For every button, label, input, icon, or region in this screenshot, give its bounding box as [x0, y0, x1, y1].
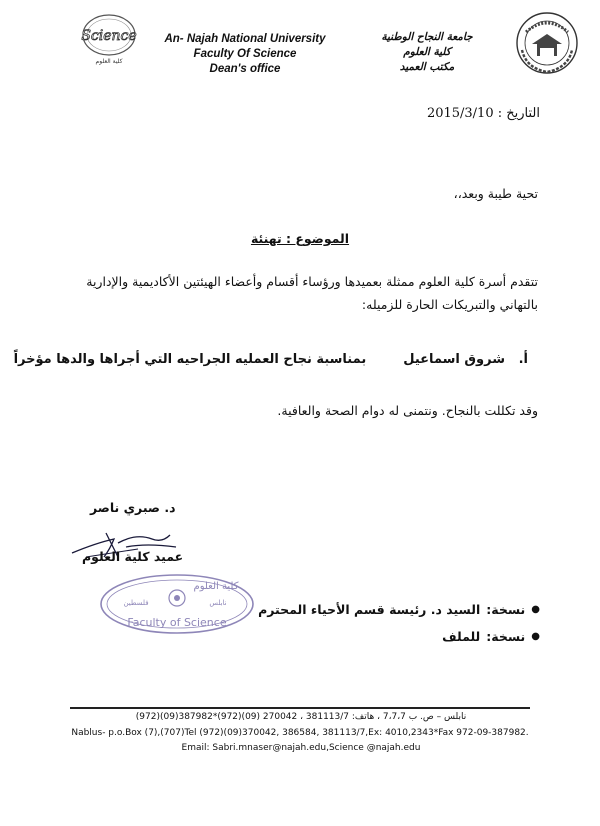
stamp-english: Faculty of Science [127, 616, 227, 629]
header-english [150, 32, 340, 77]
copy-item [220, 623, 540, 650]
greeting: تحية طيبة وبعد،، [453, 186, 538, 201]
logo-word: Science [81, 28, 137, 44]
copy-item [220, 596, 540, 623]
copies-list [220, 596, 540, 650]
university-name-en: An- Najah National University [164, 33, 326, 45]
footer-arabic-contact: نابلس – ص. ب 7،7،7 ، هاتف: 381113/7 ، 270042 (09)(972)*387982(09)(972) [135, 712, 467, 722]
subject-line: الموضوع : تهنئة [250, 231, 350, 246]
footer-email: Email: Sabri.mnaser@najah.edu,Science @najah.edu [181, 743, 421, 753]
congratulation-item [14, 352, 528, 367]
science-faculty-logo [78, 12, 140, 66]
signer-title: عميد كلية العلوم [82, 549, 184, 564]
closing-sentence: وقد تكللت بالنجاح. ونتمنى له دوام الصحة والعافية. [277, 403, 538, 418]
item-marker: أ. [518, 352, 528, 367]
header-arabic [358, 30, 496, 75]
copy-recipient: للملف [442, 629, 481, 644]
intro-line: بالتهاني والتبريكات الحارة للزميله: [361, 297, 538, 312]
stamp-city: نابلس [209, 599, 227, 607]
item-reason: بمناسبة نجاح العمليه الجراحيه التي أجراها والدها مؤخراً [13, 352, 367, 367]
stamp-arabic-top: كلية العلوم [193, 581, 239, 592]
copy-recipient: السيد د. رئيسة قسم الأحياء المحترم [258, 602, 481, 617]
footer-divider [70, 707, 530, 709]
university-name-ar: جامعة النجاح الوطنية [381, 31, 473, 43]
copy-label: نسخة: [486, 629, 526, 644]
stamp-country: فلسطين [123, 599, 149, 607]
intro-paragraph [60, 270, 538, 316]
intro-line: تتقدم أسرة كلية العلوم ممثلة بعميدها ورؤساء أقسام وأعضاء الهيئتين الأكاديمية والإدارية [86, 274, 538, 289]
office-name-ar: مكتب العميد [399, 61, 455, 73]
item-name: شروق اسماعيل [403, 352, 505, 367]
letter-date: التاريخ : 2015/3/10 [426, 106, 540, 121]
office-name-en: Dean's office [209, 63, 281, 75]
bullet-icon: ● [531, 604, 540, 615]
signer-name: د. صبري ناصر [90, 500, 176, 515]
bullet-icon: ● [531, 631, 540, 642]
faculty-name-en: Faculty Of Science [193, 48, 297, 60]
copy-label: نسخة: [486, 602, 526, 617]
logo-caption: كلية العلوم [95, 58, 123, 65]
faculty-name-ar: كلية العلوم [403, 46, 451, 58]
university-seal-logo [512, 10, 582, 76]
footer-english-contact: Nablus- p.o.Box (7),(707)Tel (972)(09)370042, 386584, 381113/7,Ex: 4010,2343*Fax 972-09-387982. [71, 728, 529, 738]
